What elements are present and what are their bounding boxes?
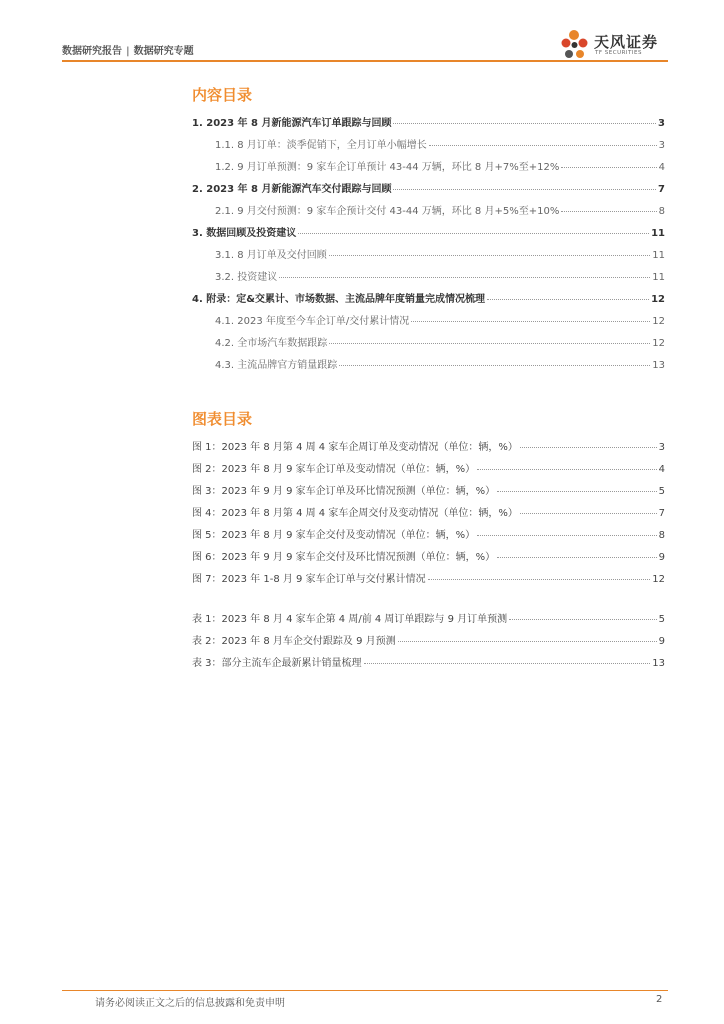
- toc-entry[interactable]: [192, 290, 665, 304]
- figure-entry[interactable]: [192, 570, 665, 584]
- figure-label: 图 2：2023 年 8 月 9 家车企订单及变动情况（单位：辆，%）: [192, 464, 476, 475]
- contents-title: 内容目录: [192, 86, 253, 104]
- table-page: 5: [658, 614, 665, 625]
- dot-leader: [487, 299, 649, 300]
- toc-page: 3: [658, 140, 665, 151]
- flower-logo-icon: [558, 28, 594, 62]
- table-label: 表 2：2023 年 8 月车企交付跟踪及 9 月预测: [192, 636, 396, 647]
- toc-label: 4.3. 主流品牌官方销量跟踪: [215, 360, 338, 371]
- toc-label: 1.2. 9 月订单预测：9 家车企订单预计 43-44 万辆，环比 8 月+7%至+12%: [215, 162, 560, 173]
- toc-entry[interactable]: [215, 158, 665, 172]
- table-page: 9: [658, 636, 665, 647]
- dot-leader: [509, 619, 656, 620]
- toc-entry[interactable]: [215, 312, 665, 326]
- dot-leader: [429, 145, 657, 146]
- toc-page: 12: [652, 316, 665, 327]
- figure-label: 图 7：2023 年 1-8 月 9 家车企订单与交付累计情况: [192, 574, 426, 585]
- header-category: [62, 42, 194, 57]
- figure-page: 5: [658, 486, 665, 497]
- header-report-type: 数据研究报告: [62, 46, 122, 57]
- dot-leader: [329, 343, 650, 344]
- dot-leader: [329, 255, 650, 256]
- figure-page: 12: [652, 574, 665, 585]
- toc-page: 4: [658, 162, 665, 173]
- toc-label: 3.2. 投资建议: [215, 272, 278, 283]
- figure-label: 图 3：2023 年 9 月 9 家车企订单及环比情况预测（单位：辆，%）: [192, 486, 496, 497]
- figures-title: 图表目录: [192, 410, 253, 428]
- dot-leader: [561, 211, 656, 212]
- page-header: [62, 28, 668, 62]
- dot-leader: [398, 641, 657, 642]
- toc-label: 4.1. 2023 年度至今车企订单/交付累计情况: [215, 316, 410, 327]
- dot-leader: [298, 233, 649, 234]
- dot-leader: [477, 535, 657, 536]
- dot-leader: [477, 469, 657, 470]
- figure-entry[interactable]: [192, 526, 665, 540]
- toc-page: 11: [652, 272, 665, 283]
- toc-entry[interactable]: [192, 224, 665, 238]
- toc-label: 2. 2023 年 8 月新能源汽车交付跟踪与回顾: [192, 184, 392, 195]
- toc-page: 12: [651, 294, 665, 305]
- dot-leader: [428, 579, 651, 580]
- figure-page: 3: [658, 442, 665, 453]
- figure-entry[interactable]: [192, 504, 665, 518]
- figure-label: 图 4：2023 年 8 月第 4 周 4 家车企周交付及变动情况（单位：辆，%）: [192, 508, 518, 519]
- toc-entry[interactable]: [215, 334, 665, 348]
- dot-leader: [393, 123, 656, 124]
- figure-page: 7: [658, 508, 665, 519]
- figure-page: 9: [658, 552, 665, 563]
- page-number: 2: [656, 994, 663, 1005]
- dot-leader: [339, 365, 650, 366]
- toc-label: 4. 附录：定&交累计、市场数据、主流品牌年度销量完成情况梳理: [192, 294, 485, 305]
- header-report-series: 数据研究专题: [133, 46, 194, 57]
- figure-page: 4: [658, 464, 665, 475]
- figure-entry[interactable]: [192, 460, 665, 474]
- toc-page: 13: [652, 360, 665, 371]
- dot-leader: [364, 663, 651, 664]
- toc-entry[interactable]: [192, 114, 665, 128]
- toc-entry[interactable]: [215, 136, 665, 150]
- toc-page: 8: [658, 206, 665, 217]
- toc-page: 11: [651, 228, 665, 239]
- table-entry[interactable]: [192, 654, 665, 668]
- dot-leader: [497, 491, 657, 492]
- toc-entry[interactable]: [215, 246, 665, 260]
- dot-leader: [520, 447, 657, 448]
- dot-leader: [411, 321, 650, 322]
- footer-divider: [62, 990, 668, 991]
- toc-label: 2.1. 9 月交付预测：9 家车企预计交付 43-44 万辆，环比 8 月+5%至+10%: [215, 206, 560, 217]
- dot-leader: [497, 557, 657, 558]
- toc-label: 4.2. 全市场汽车数据跟踪: [215, 338, 328, 349]
- figure-entry[interactable]: [192, 438, 665, 452]
- figure-entry[interactable]: [192, 548, 665, 562]
- dot-leader: [279, 277, 650, 278]
- toc-label: 3.1. 8 月订单及交付回顾: [215, 250, 327, 261]
- table-label: 表 3：部分主流车企最新累计销量梳理: [192, 658, 362, 669]
- figure-label: 图 5：2023 年 8 月 9 家车企交付及变动情况（单位：辆，%）: [192, 530, 476, 541]
- toc-page: 11: [652, 250, 665, 261]
- footer-disclaimer: 请务必阅读正文之后的信息披露和免责申明: [95, 998, 285, 1009]
- figure-label: 图 1：2023 年 8 月第 4 周 4 家车企周订单及变动情况（单位：辆，%）: [192, 442, 518, 453]
- dot-leader: [561, 167, 656, 168]
- toc-label: 1.1. 8 月订单：淡季促销下，全月订单小幅增长: [215, 140, 427, 151]
- figure-label: 图 6：2023 年 9 月 9 家车企交付及环比情况预测（单位：辆，%）: [192, 552, 496, 563]
- header-divider: [62, 60, 668, 62]
- toc-entry[interactable]: [215, 202, 665, 216]
- toc-entry[interactable]: [192, 180, 665, 194]
- table-label: 表 1：2023 年 8 月 4 家车企第 4 周/前 4 周订单跟踪与 9 月订单预测: [192, 614, 508, 625]
- toc-page: 3: [658, 118, 665, 129]
- header-separator: |: [126, 46, 130, 57]
- toc-label: 3. 数据回顾及投资建议: [192, 228, 297, 239]
- table-page: 13: [652, 658, 665, 669]
- toc-entry[interactable]: [215, 356, 665, 370]
- toc-page: 12: [652, 338, 665, 349]
- toc-entry[interactable]: [215, 268, 665, 282]
- figure-page: 8: [658, 530, 665, 541]
- dot-leader: [393, 189, 656, 190]
- figure-entry[interactable]: [192, 482, 665, 496]
- table-entry[interactable]: [192, 632, 665, 646]
- logo-chinese-name: 天风证券: [594, 33, 659, 51]
- logo-english-name: TF SECURITIES: [595, 50, 642, 56]
- table-entry[interactable]: [192, 610, 665, 624]
- dot-leader: [520, 513, 657, 514]
- company-logo: [558, 28, 668, 62]
- toc-label: 1. 2023 年 8 月新能源汽车订单跟踪与回顾: [192, 118, 392, 129]
- toc-page: 7: [658, 184, 665, 195]
